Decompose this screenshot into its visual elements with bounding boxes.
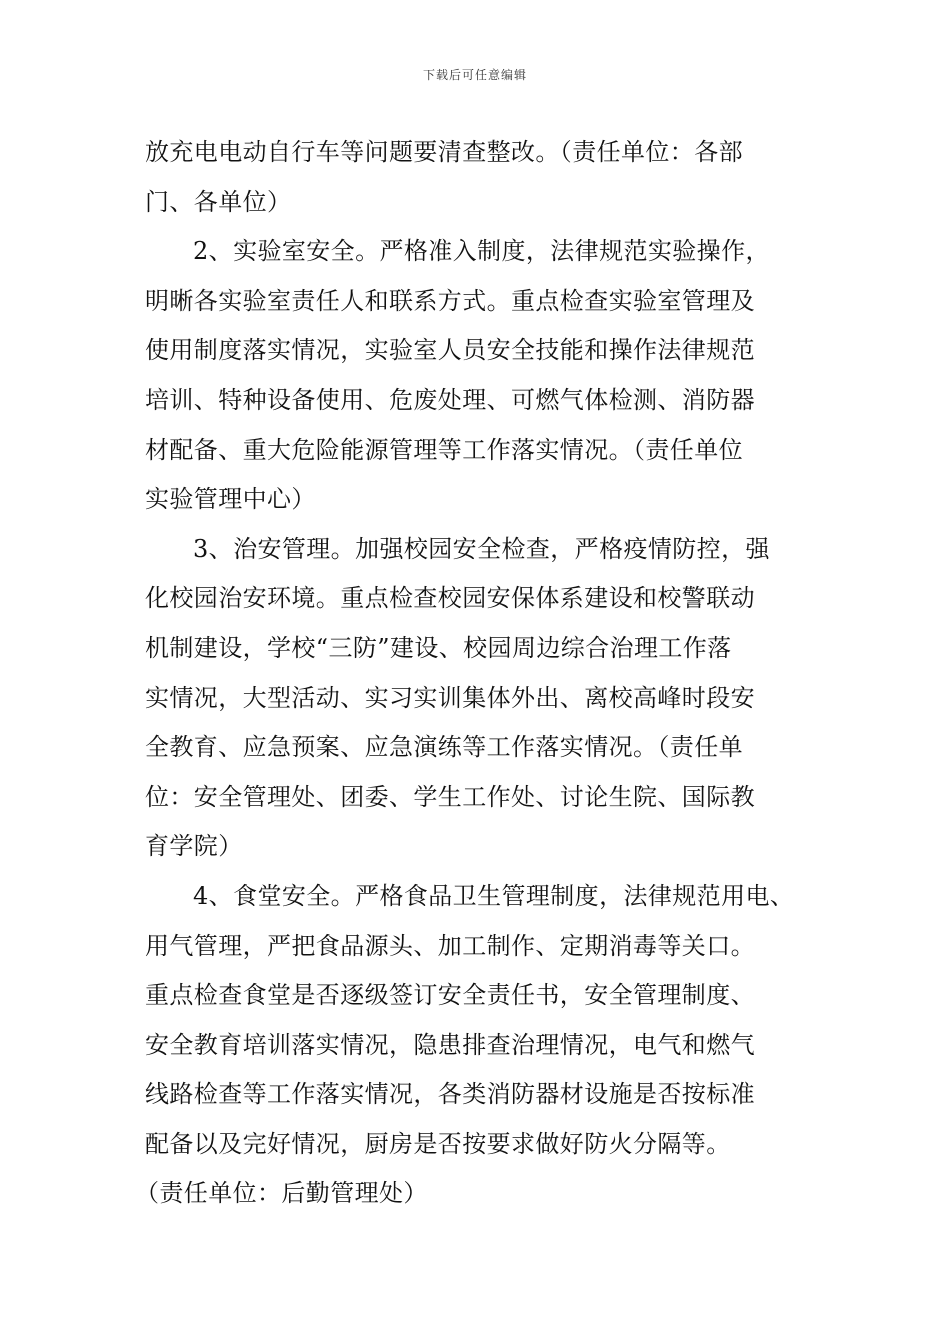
text-line: 培训、特种设备使用、危废处理、可燃气体检测、消防器 bbox=[145, 385, 755, 414]
text-line: 全教育、应急预案、应急演练等工作落实情况。（责任单 bbox=[145, 733, 743, 762]
text-line: 重点检查食堂是否逐级签订安全责任书，安全管理制度、 bbox=[145, 981, 755, 1010]
section-heading-line: 3、治安管理。加强校园安全检查，严格疫情防控，强 bbox=[193, 534, 770, 563]
text-line: 位：安全管理处、团委、学生工作处、讨论生院、国际教 bbox=[145, 782, 755, 811]
text-line: 育学院） bbox=[145, 832, 243, 861]
text-line: 明晰各实验室责任人和联系方式。重点检查实验室管理及 bbox=[145, 286, 755, 315]
text-line: 实验管理中心） bbox=[145, 485, 316, 514]
page-header: 下载后可任意编辑 bbox=[422, 68, 527, 82]
text-line: 机制建设，学校“三防”建设、校园周边综合治理工作落 bbox=[145, 633, 732, 662]
text-line: 使用制度落实情况，实验室人员安全技能和操作法律规范 bbox=[145, 336, 755, 365]
text-line: 安全教育培训落实情况，隐患排查治理情况，电气和燃气 bbox=[145, 1030, 755, 1059]
text-line: （责任单位：后勤管理处） bbox=[135, 1179, 428, 1208]
document-body bbox=[135, 128, 825, 1219]
text-line: 化校园治安环境。重点检查校园安保体系建设和校警联动 bbox=[145, 584, 755, 613]
section-heading-line: 2、实验室安全。严格准入制度，法律规范实验操作， bbox=[193, 237, 770, 266]
text-line: 用气管理，严把食品源头、加工制作、定期消毒等关口。 bbox=[145, 931, 755, 960]
text-line: 线路检查等工作落实情况，各类消防器材设施是否按标准 bbox=[145, 1080, 755, 1109]
section-heading-line: 4、食堂安全。严格食品卫生管理制度，法律规范用电、 bbox=[193, 881, 795, 910]
text-line: 实情况，大型活动、实习实训集体外出、离校高峰时段安 bbox=[145, 683, 755, 712]
text-line: 放充电电动自行车等问题要清查整改。（责任单位：各部 bbox=[145, 138, 743, 166]
text-line: 门、各单位） bbox=[145, 187, 292, 216]
text-line: 配备以及完好情况，厨房是否按要求做好防火分隔等。 bbox=[145, 1129, 731, 1158]
text-line: 材配备、重大危险能源管理等工作落实情况。（责任单位 bbox=[145, 435, 743, 464]
